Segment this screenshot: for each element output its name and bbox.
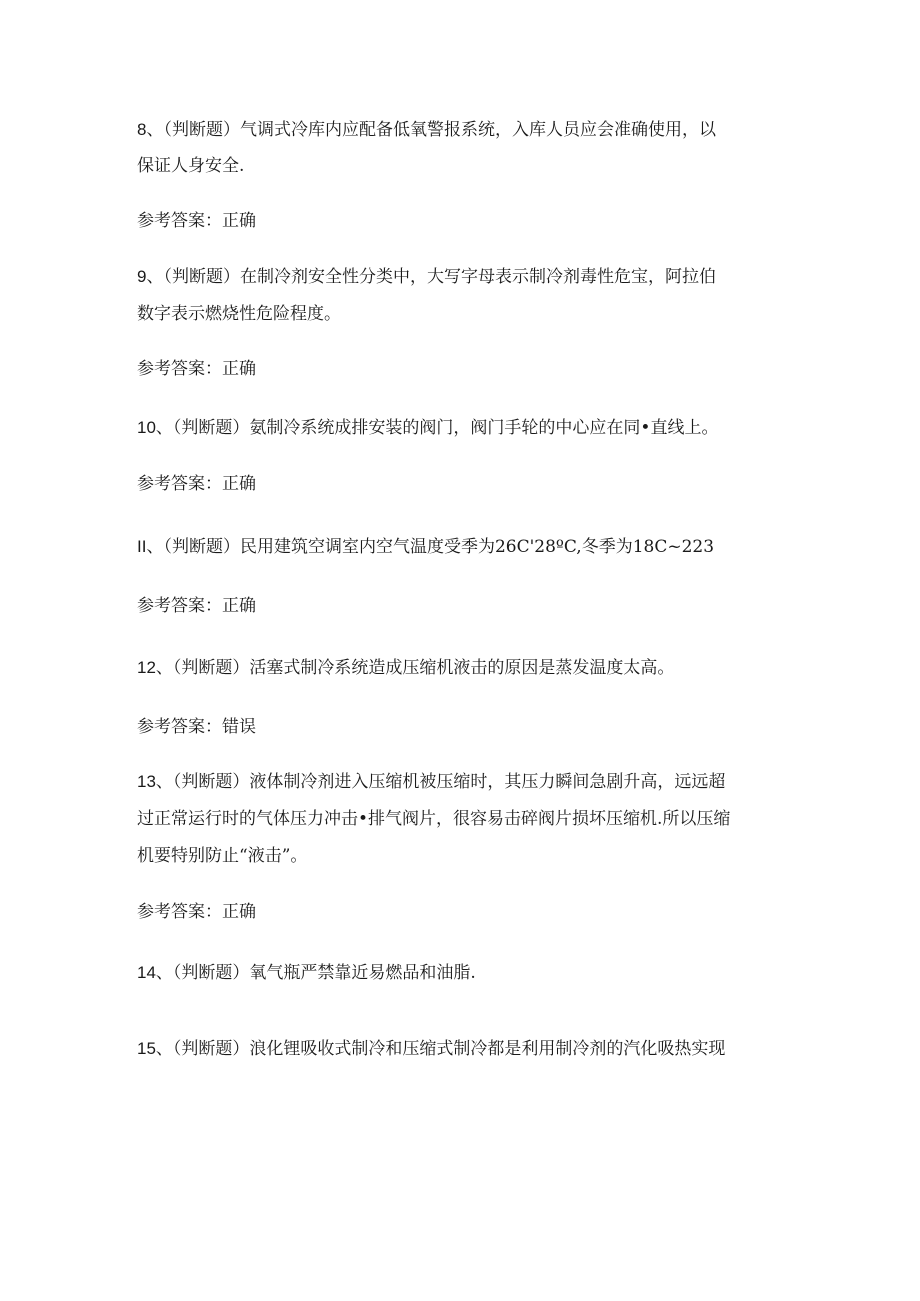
question-number: II、 — [137, 537, 164, 556]
question-11-line-1 — [137, 536, 787, 558]
answer-13 — [137, 901, 787, 923]
answer-9 — [137, 358, 787, 380]
answer-label: 参考答案： — [137, 359, 222, 379]
question-14-line-1 — [137, 962, 787, 984]
question-number: 9、 — [137, 267, 164, 286]
answer-label: 参考答案： — [137, 596, 222, 616]
question-13-line-1 — [137, 771, 787, 793]
answer-10 — [137, 473, 787, 495]
question-text: 机要特别防止“液击”。 — [137, 846, 308, 866]
question-text: 气调式冷库内应配备低氧警报系统，入库人员应会准确使用，以 — [239, 120, 716, 140]
answer-label: 参考答案： — [137, 474, 222, 494]
question-text: 保证人身安全. — [137, 156, 245, 176]
question-type: （判断题） — [172, 418, 250, 438]
answer-value: 正确 — [222, 596, 256, 616]
answer-value: 正确 — [222, 359, 256, 379]
question-type: （判断题） — [163, 537, 240, 557]
answer-value: 正确 — [222, 211, 256, 231]
question-text: 数字表示燃烧性危险程度。 — [137, 304, 341, 324]
answer-12 — [137, 716, 787, 738]
question-text: 液体制冷剂进入压缩机被压缩时，其压力瞬间急剧升高，远远超 — [249, 772, 726, 792]
question-number: 15、 — [137, 1039, 173, 1058]
question-type: （判断题） — [172, 1039, 250, 1059]
question-type: （判断题） — [172, 772, 250, 792]
question-13-line-3 — [137, 845, 787, 867]
question-number: 14、 — [137, 963, 173, 982]
question-13-line-2 — [137, 808, 787, 830]
question-text: 活塞式制冷系统造成压缩机液击的原因是蒸发温度太高。 — [249, 658, 675, 678]
answer-label: 参考答案： — [137, 902, 222, 922]
question-10-line-1 — [137, 417, 787, 439]
answer-label: 参考答案： — [137, 717, 222, 737]
question-type: （判断题） — [163, 267, 240, 287]
question-12-line-1 — [137, 657, 787, 679]
question-9-line-2 — [137, 303, 787, 325]
answer-label: 参考答案： — [137, 211, 222, 231]
question-text: 过正常运行时的气体压力冲击•排气阀片，很容易击碎阀片损坏压缩机.所以压缩 — [137, 809, 731, 829]
question-9-line-1 — [137, 266, 787, 288]
question-type: （判断题） — [172, 658, 250, 678]
question-8-line-2 — [137, 155, 787, 177]
question-text: 在制冷剂安全性分类中，大写字母表示制冷剂毒性危宝，阿拉伯 — [239, 267, 716, 287]
question-type: （判断题） — [163, 120, 240, 140]
question-number: 12、 — [137, 658, 173, 677]
answer-8 — [137, 210, 787, 232]
question-text: 浪化锂吸收式制冷和压缩式制冷都是利用制冷剂的汽化吸热实现 — [249, 1039, 726, 1059]
answer-value: 正确 — [222, 902, 256, 922]
question-number: 13、 — [137, 772, 173, 791]
question-15-line-1 — [137, 1038, 787, 1060]
question-text: 氧气瓶严禁靠近易燃品和油脂. — [249, 963, 476, 983]
answer-value: 错误 — [222, 717, 256, 737]
question-number: 8、 — [137, 120, 164, 139]
question-8-line-1 — [137, 119, 787, 141]
question-text: 民用建筑空调室内空气温度受季为26C'28ºC,冬季为18C~223 — [239, 537, 715, 557]
question-type: （判断题） — [172, 963, 250, 983]
answer-11 — [137, 595, 787, 617]
answer-value: 正确 — [222, 474, 256, 494]
question-text: 氨制冷系统成排安装的阀门，阀门手轮的中心应在同•直线上。 — [249, 418, 719, 438]
question-number: 10、 — [137, 418, 173, 437]
